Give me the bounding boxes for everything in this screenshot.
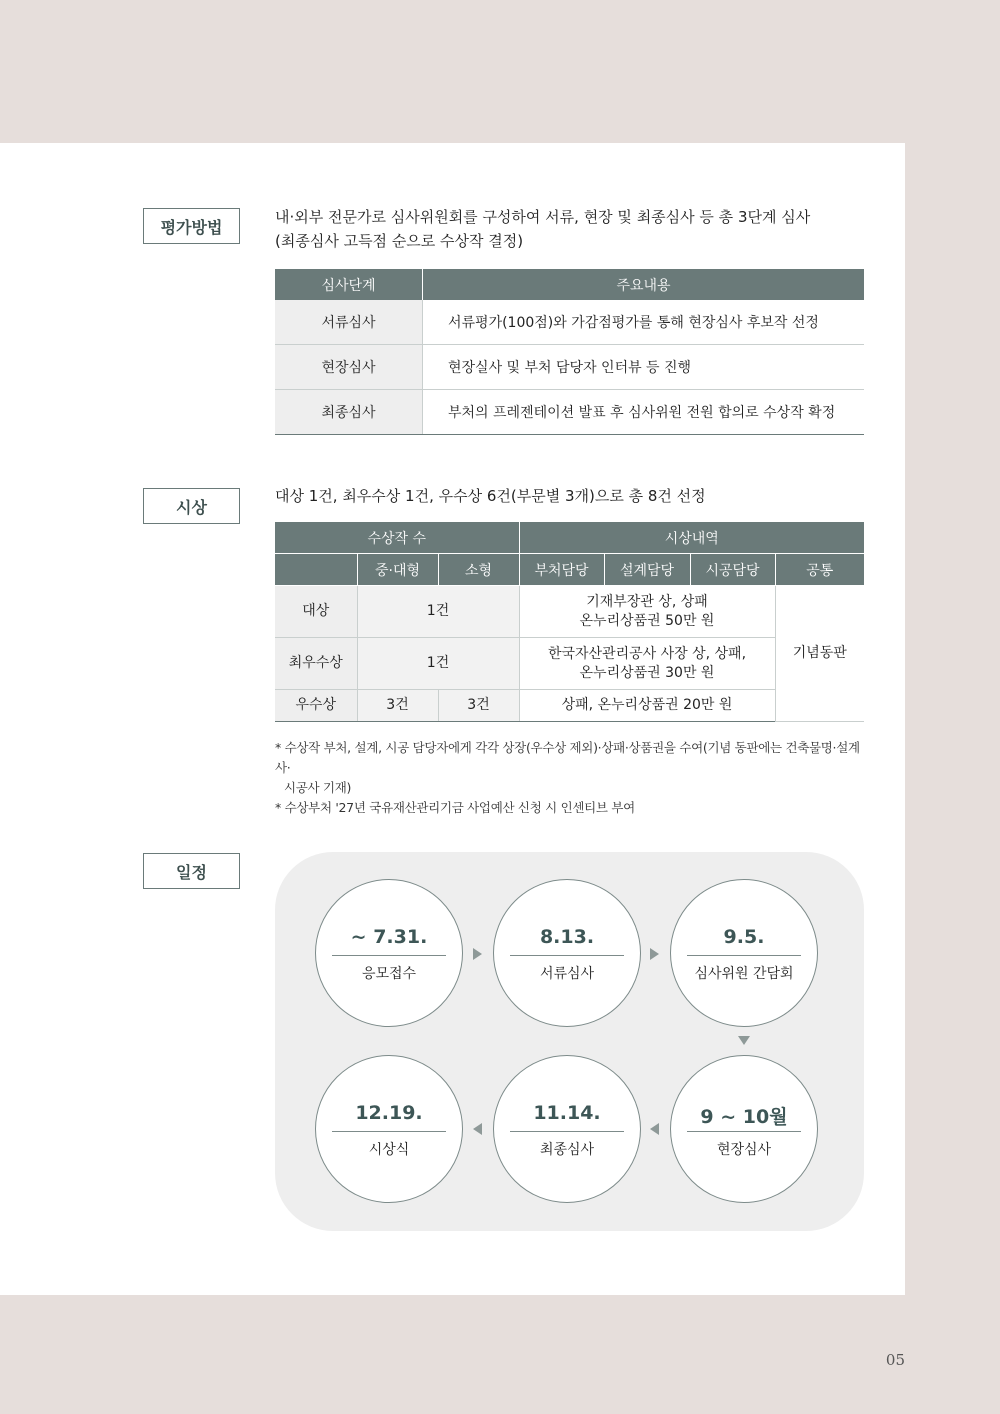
schedule-step <box>315 879 463 1027</box>
schedule-panel <box>275 852 864 1231</box>
step-divider <box>687 955 801 956</box>
prize-line1: 한국자산관리공사 사장 상, 상패, <box>547 645 747 662</box>
award-name-cell: 최우수상 <box>275 638 357 690</box>
table-row <box>275 300 864 345</box>
table-row <box>275 586 864 638</box>
step-divider <box>687 1131 801 1132</box>
content-cell: 부처의 프레젠테이션 발표 후 심사위원 전원 합의로 수상작 확정 <box>423 390 865 435</box>
step-label: 최종심사 <box>539 1142 595 1158</box>
header-award-details: 시상내역 <box>519 522 864 554</box>
prize-line2: 온누리상품권 30만 원 <box>579 664 715 681</box>
award-prize-cell <box>519 638 775 690</box>
schedule-step <box>493 1055 641 1203</box>
awards-table <box>275 522 864 722</box>
step-label: 응모접수 <box>361 966 417 982</box>
step-divider <box>332 1131 446 1132</box>
award-name-cell: 대상 <box>275 586 357 638</box>
header-common: 공통 <box>775 554 864 586</box>
note-1-line1: * 수상작 부처, 설계, 시공 담당자에게 각각 상장(우수상 제외)·상패·상품권을 수여(기념 동판에는 건축물명·설계사· <box>275 740 860 775</box>
evaluation-lead-line2: (최종심사 고득점 순으로 수상작 결정) <box>275 232 524 250</box>
evaluation-lead <box>275 205 810 253</box>
stage-cell: 최종심사 <box>275 390 423 435</box>
table-row <box>275 345 864 390</box>
step-label: 심사위원 간담회 <box>694 966 794 982</box>
award-prize-cell <box>519 586 775 638</box>
step-date: 8.13. <box>539 926 595 948</box>
arrow-left-icon <box>473 1123 482 1135</box>
step-date: 9 ~ 10월 <box>700 1106 788 1128</box>
bottom-band <box>0 1295 1000 1414</box>
header-construction: 시공담당 <box>690 554 775 586</box>
common-prize-cell: 기념동판 <box>775 586 864 722</box>
header-content: 주요내용 <box>423 269 865 300</box>
top-band <box>0 0 1000 143</box>
award-name-cell: 우수상 <box>275 690 357 722</box>
stage-cell: 현장심사 <box>275 345 423 390</box>
header-blank <box>275 554 357 586</box>
prize-line1: 기재부장관 상, 상패 <box>586 593 708 610</box>
table-sub-header-row <box>275 554 864 586</box>
award-count-mid-cell: 3건 <box>357 690 438 722</box>
award-count-cell: 1건 <box>357 638 519 690</box>
arrow-down-icon <box>738 1036 750 1045</box>
schedule-step <box>670 1055 818 1203</box>
step-label: 시상식 <box>368 1142 410 1158</box>
page-number: 05 <box>885 1351 905 1369</box>
step-date: ~ 7.31. <box>350 926 428 948</box>
step-date: 12.19. <box>355 1102 423 1124</box>
evaluation-table <box>275 269 864 435</box>
schedule-step <box>315 1055 463 1203</box>
step-divider <box>510 955 624 956</box>
table-header-row <box>275 269 864 300</box>
header-award-count: 수상작 수 <box>275 522 519 554</box>
header-small: 소형 <box>438 554 519 586</box>
header-ministry: 부처담당 <box>519 554 604 586</box>
prize-line2: 온누리상품권 50만 원 <box>579 612 715 629</box>
awards-notes <box>275 738 870 818</box>
arrow-right-icon <box>473 948 482 960</box>
table-group-header-row <box>275 522 864 554</box>
awards-lead: 대상 1건, 최우수상 1건, 우수상 6건(부문별 3개)으로 총 8건 선정 <box>275 487 706 505</box>
header-design: 설계담당 <box>604 554 690 586</box>
award-prize-cell: 상패, 온누리상품권 20만 원 <box>519 690 775 722</box>
content-cell: 현장실사 및 부처 담당자 인터뷰 등 진행 <box>423 345 865 390</box>
schedule-section-label: 일정 <box>143 853 240 889</box>
header-mid-large: 중·대형 <box>357 554 438 586</box>
step-date: 9.5. <box>723 926 765 948</box>
schedule-step <box>493 879 641 1027</box>
awards-section-label: 시상 <box>143 488 240 524</box>
award-count-small-cell: 3건 <box>438 690 519 722</box>
stage-cell: 서류심사 <box>275 300 423 345</box>
step-date: 11.14. <box>533 1102 601 1124</box>
award-count-cell: 1건 <box>357 586 519 638</box>
header-stage: 심사단계 <box>275 269 423 300</box>
step-divider <box>332 955 446 956</box>
schedule-step <box>670 879 818 1027</box>
note-1-line2: 시공사 기재) <box>284 780 352 795</box>
evaluation-lead-line1: 내·외부 전문가로 심사위원회를 구성하여 서류, 현장 및 최종심사 등 총 3단계 심사 <box>275 208 811 226</box>
note-2: * 수상부처 '27년 국유재산관리기금 사업예산 신청 시 인센티브 부여 <box>275 800 635 815</box>
evaluation-section-label: 평가방법 <box>143 208 240 244</box>
arrow-right-icon <box>650 948 659 960</box>
step-label: 현장심사 <box>716 1142 772 1158</box>
step-label: 서류심사 <box>539 966 595 982</box>
content-cell: 서류평가(100점)와 가감점평가를 통해 현장심사 후보작 선정 <box>423 300 865 345</box>
step-divider <box>510 1131 624 1132</box>
table-row <box>275 390 864 435</box>
arrow-left-icon <box>650 1123 659 1135</box>
